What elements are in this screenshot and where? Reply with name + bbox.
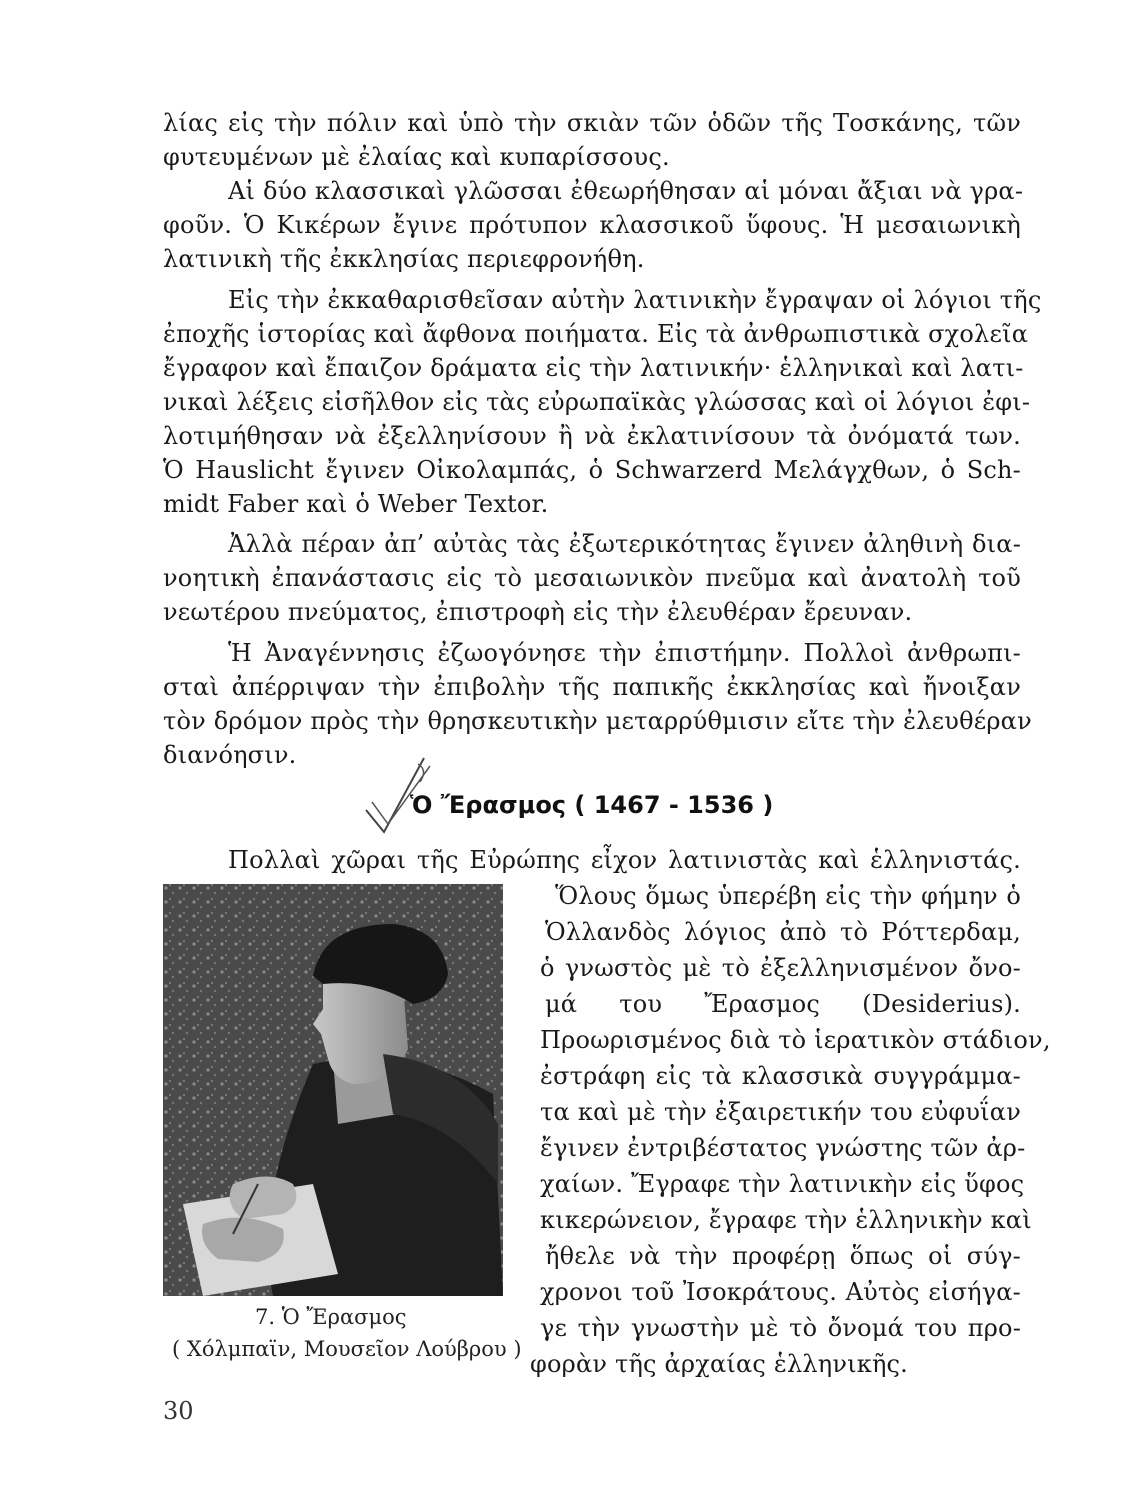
- text-line: ἐποχῆς ἱστορίας καὶ ἄφθονα ποιήματα. Εἰς τὰ ἀνθρωπιστικὰ σχολεῖα: [163, 320, 1029, 348]
- text-line: τὸν δρόμον πρὸς τὴν θρησκευτικὴν μεταρρύθμισιν εἴτε τὴν ἐλευθέραν: [163, 707, 1032, 735]
- section-heading: Ὁ Ἔρασμος ( 1467 - 1536 ): [410, 791, 774, 819]
- text-line: Αἱ δύο κλασσικαὶ γλῶσσαι ἐθεωρήθησαν αἱ μόναι ἄξιαι νὰ γρα-: [228, 177, 1024, 205]
- erasmus-portrait-image: [163, 884, 503, 1296]
- text-line: Εἰς τὴν ἐκκαθαρισθεῖσαν αὐτὴν λατινικὴν ἔγραψαν οἱ λόγιοι τῆς: [228, 286, 1042, 314]
- text-line: τα καὶ μὲ τὴν ἐξαιρετικήν του εὐφυΐαν: [540, 1098, 1021, 1126]
- text-line: διανόησιν.: [163, 741, 297, 769]
- figure-caption-source: ( Χόλμπαϊν, Μουσεῖον Λούβρου ): [172, 1337, 522, 1361]
- text-line: Ὁλλανδὸς λόγιος ἀπὸ τὸ Ρόττερδαμ,: [545, 918, 1021, 946]
- text-line: ἔγραφον καὶ ἔπαιζον δράματα εἰς τὴν λατινικήν· ἑλληνικαὶ καὶ λατι-: [163, 354, 1024, 382]
- text-line: φοῦν. Ὁ Κικέρων ἔγινε πρότυπον κλασσικοῦ ὕφους. Ἡ μεσαιωνικὴ: [163, 211, 1021, 239]
- text-line: κικερώνειον, ἔγραφε τὴν ἑλληνικὴν καὶ: [540, 1206, 1032, 1234]
- text-line: νοητικὴ ἐπανάστασις εἰς τὸ μεσαιωνικὸν πνεῦμα καὶ ἀνατολὴ τοῦ: [163, 564, 1021, 592]
- text-line: μά του Ἔρασμος (Desiderius).: [545, 990, 1021, 1018]
- text-line: νεωτέρου πνεύματος, ἐπιστροφὴ εἰς τὴν ἐλευθέραν ἔρευναν.: [163, 598, 913, 626]
- text-line: Πολλαὶ χῶραι τῆς Εὐρώπης εἶχον λατινιστὰς καὶ ἑλληνιστάς.: [228, 846, 1021, 874]
- text-line: ἤθελε νὰ τὴν προφέρῃ ὅπως οἱ σύγ-: [545, 1242, 1021, 1270]
- text-line: λοτιμήθησαν νὰ ἐξελληνίσουν ἢ νὰ ἐκλατινίσουν τὰ ὀνόματά των.: [163, 422, 1021, 450]
- text-line: χαίων. Ἔγραφε τὴν λατινικὴν εἰς ὕφος: [540, 1170, 1025, 1198]
- text-line: midt Faber καὶ ὁ Weber Textor.: [163, 490, 549, 518]
- figure-caption-number-title: 7. Ὁ Ἔρασμος: [255, 1305, 407, 1329]
- text-line: φορὰν τῆς ἀρχαίας ἑλληνικῆς.: [530, 1350, 908, 1378]
- text-line: λατινικὴ τῆς ἐκκλησίας περιεφρονήθη.: [163, 245, 645, 273]
- text-line: ὁ γνωστὸς μὲ τὸ ἐξελληνισμένον ὄνο-: [540, 954, 1021, 982]
- text-line: χρονοι τοῦ Ἰσοκράτους. Αὐτὸς εἰσήγα-: [540, 1278, 1021, 1306]
- text-line: γε τὴν γνωστὴν μὲ τὸ ὄνομά του προ-: [540, 1314, 1021, 1342]
- text-line: Ὁ Hauslicht ἔγινεν Οἰκολαμπάς, ὁ Schwarzerd Μελάγχθων, ὁ Sch-: [163, 456, 1021, 484]
- text-line: Ἡ Ἀναγέννησις ἐζωογόνησε τὴν ἐπιστήμην. Πολλοὶ ἀνθρωπι-: [228, 639, 1021, 667]
- text-line: ἔγινεν ἐντριβέστατος γνώστης τῶν ἀρ-: [540, 1134, 1026, 1162]
- text-line: νικαὶ λέξεις εἰσῆλθον εἰς τὰς εὐρωπαϊκὰς γλώσσας καὶ οἱ λόγιοι ἐφι-: [163, 388, 1031, 416]
- text-line: φυτευμένων μὲ ἐλαίας καὶ κυπαρίσσους.: [163, 143, 670, 171]
- text-line: Ὅλους ὅμως ὑπερέβη εἰς τὴν φήμην ὁ: [555, 882, 1021, 910]
- text-line: ἐστράφη εἰς τὰ κλασσικὰ συγγράμμα-: [540, 1062, 1021, 1090]
- text-line: Προωρισμένος διὰ τὸ ἱερατικὸν στάδιον,: [540, 1026, 1051, 1054]
- page-number: 30: [163, 1397, 194, 1425]
- text-line: Ἀλλὰ πέραν ἀπ’ αὐτὰς τὰς ἐξωτερικότητας ἔγινεν ἀληθινὴ δια-: [228, 530, 1021, 558]
- portrait-illustration: [163, 884, 503, 1296]
- text-line: λίας εἰς τὴν πόλιν καὶ ὑπὸ τὴν σκιὰν τῶν ὁδῶν τῆς Τοσκάνης, τῶν: [163, 109, 1021, 137]
- text-line: σταὶ ἀπέρριψαν τὴν ἐπιβολὴν τῆς παπικῆς ἐκκλησίας καὶ ἤνοιξαν: [163, 673, 1021, 701]
